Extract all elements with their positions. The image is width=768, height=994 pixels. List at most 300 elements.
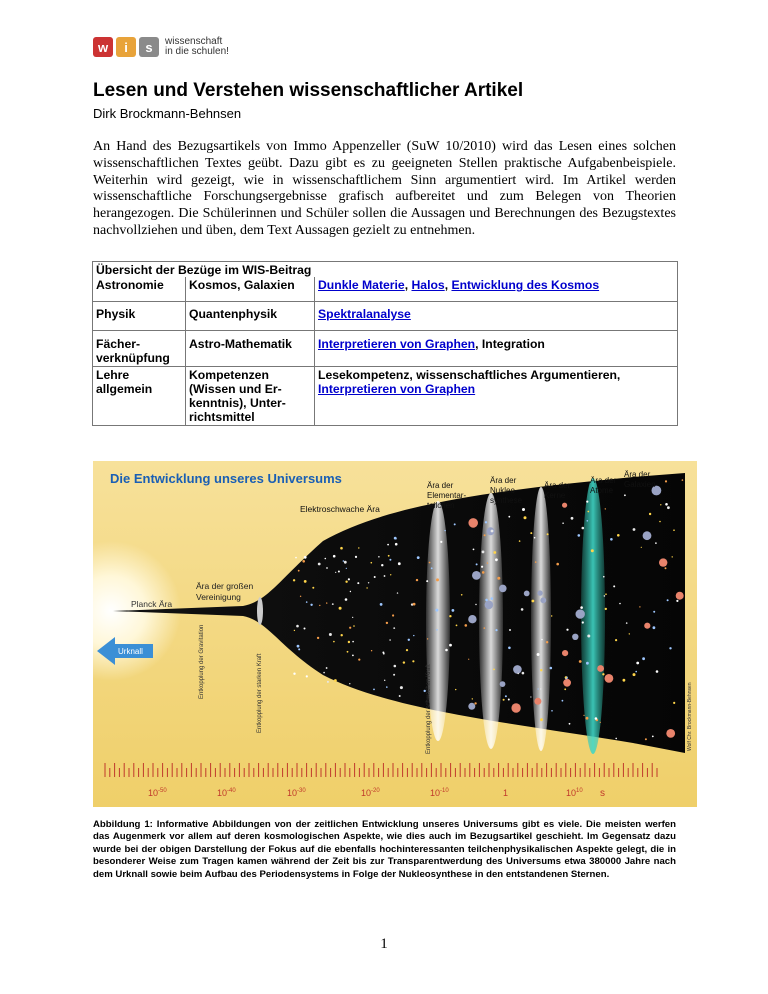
universe-figure: [93, 461, 697, 807]
axis-tick-label: $10^{-40}$: [217, 788, 236, 798]
particle: [449, 615, 451, 617]
axis-tick-label: $10^{-20}$: [361, 788, 380, 798]
particle: [604, 595, 606, 597]
particle: [633, 673, 636, 676]
era-disk-teal: [581, 478, 605, 754]
particle: [472, 698, 473, 699]
particle: [347, 651, 349, 653]
label-atome-1: Ära der: [590, 476, 617, 485]
particle: [535, 561, 537, 563]
particle: [318, 563, 321, 566]
particle: [293, 579, 295, 581]
particle: [580, 606, 583, 609]
particle: [380, 603, 383, 606]
particle: [667, 599, 669, 601]
particle: [352, 655, 354, 657]
link-graphen-2[interactable]: Interpretieren von Graphen: [318, 382, 476, 396]
particle: [508, 647, 511, 650]
particle: [641, 547, 642, 548]
overview-table: [92, 261, 678, 426]
particle: [642, 657, 645, 660]
particle: [468, 659, 469, 660]
particle: [656, 670, 659, 673]
particle: [456, 625, 458, 627]
figure-caption: Abbildung 1: Informative Abbildungen von der zeitlichen Entwicklung unseres Universums gibt es viele. Die meisten werfen das Augenmerk vor allem auf deren kosmologischen Aspekte, wie dies auch im Bezugsartikel geschieht. Im Gegensatz dazu wurde bei der obigen Darstellung der Fokus auf die ebenfalls hochinteressanten teilchenphysikalischen Aspekte gelegt, die in besonderer Weise zum Tragen kamen während der Zeit bis zur Transparentwerdung des Universums etwa 380000 Jahre nach dem Urknall sowie beim Aufbau des Periodensystems in Folge der Nukleosynthese in den entstandenen Sternen.: [93, 819, 676, 880]
urknall-label: Urknall: [118, 647, 143, 656]
label-nukleo-2: Nukleo-: [490, 486, 518, 495]
particle: [541, 639, 542, 640]
particle: [676, 592, 684, 600]
particle: [326, 667, 328, 669]
particle: [537, 653, 540, 656]
particle: [583, 715, 584, 716]
link-spektralanalyse[interactable]: Spektralanalyse: [318, 307, 411, 321]
particle: [624, 494, 626, 496]
particle: [682, 479, 684, 481]
particle: [565, 676, 567, 678]
particle: [474, 702, 476, 704]
particle: [395, 543, 398, 546]
particle: [530, 532, 532, 534]
particle: [633, 528, 636, 531]
particle: [431, 567, 433, 569]
particle: [319, 605, 320, 606]
particle: [417, 556, 420, 559]
logo-letter-i: i: [116, 37, 136, 57]
particle: [519, 540, 521, 542]
particle: [551, 710, 553, 712]
particle: [534, 537, 536, 539]
particle: [297, 645, 300, 648]
particle: [371, 650, 372, 651]
vlabel-2: Entkopplung der starken Kraft: [257, 653, 263, 733]
particle: [562, 700, 564, 702]
particle: [653, 611, 655, 613]
particle: [499, 585, 507, 593]
table-row: [93, 367, 678, 426]
particle: [332, 603, 334, 605]
particle: [629, 633, 630, 634]
particle: [660, 504, 661, 505]
particle: [522, 508, 525, 511]
particle: [300, 596, 301, 597]
era-disk: [257, 597, 263, 625]
particle: [521, 608, 524, 611]
particle: [522, 672, 525, 675]
particle: [485, 521, 487, 523]
particle: [329, 633, 332, 636]
particle: [472, 571, 481, 580]
particle: [394, 537, 397, 540]
particle: [669, 647, 671, 649]
particle: [397, 592, 398, 593]
particle: [484, 627, 486, 629]
vlabel-3: Entkopplung der schwachen Kraft: [426, 664, 432, 754]
particle: [665, 567, 667, 569]
particle: [398, 562, 401, 565]
logo-text: [165, 37, 229, 57]
particle: [461, 594, 463, 596]
particle: [349, 683, 350, 684]
particle: [346, 568, 347, 569]
particle: [334, 679, 337, 682]
particle: [602, 673, 604, 675]
axis-tick-label: $10^{-30}$: [287, 788, 306, 798]
particle: [639, 606, 640, 607]
label-gut-2: Vereinigung: [196, 592, 241, 602]
particle: [399, 695, 401, 697]
particle: [444, 530, 445, 531]
particle: [511, 703, 520, 712]
label-galaxien-1: Ära der: [624, 470, 651, 479]
particle: [562, 503, 567, 508]
particle: [412, 660, 414, 662]
row-area: Astronomie: [93, 277, 186, 302]
label-nukleo-1: Ära der: [490, 476, 517, 485]
label-elem-3: teilchen: [427, 501, 455, 510]
particle: [386, 686, 388, 688]
particle: [374, 576, 376, 578]
particle: [605, 608, 607, 610]
particle: [597, 665, 604, 672]
particle: [610, 538, 613, 541]
particle: [623, 679, 626, 682]
particle: [540, 718, 543, 721]
label-nukleo-3: synthese: [490, 496, 523, 505]
particle: [556, 563, 559, 566]
particle: [586, 717, 589, 720]
row-links: [315, 331, 678, 367]
particle: [348, 578, 350, 580]
particle: [615, 738, 617, 740]
link-graphen[interactable]: Interpretieren von Graphen: [318, 337, 476, 351]
label-galaxien-2: Galaxien: [624, 480, 656, 489]
particle: [400, 686, 403, 689]
particle: [626, 622, 628, 624]
label-kerne-2: Kerne: [544, 491, 566, 500]
particle: [386, 622, 388, 624]
particle: [643, 531, 652, 540]
credit: Wolf Chr. Brockmann-Behnsen: [687, 682, 693, 751]
particle: [619, 603, 621, 605]
particle: [335, 572, 336, 573]
page-title: Lesen und Verstehen wissenschaftlicher Artikel: [93, 80, 524, 101]
particle: [505, 695, 507, 697]
label-elem-2: Elementar-: [427, 491, 467, 500]
row-text: Lesekompetenz, wissenschaftliches Argumentieren,: [318, 368, 621, 382]
particle: [306, 675, 308, 677]
particle: [381, 564, 383, 566]
particle: [617, 534, 620, 537]
particle: [352, 641, 354, 643]
particle: [482, 551, 485, 554]
particle: [493, 669, 495, 671]
particle: [595, 717, 598, 720]
particle: [530, 696, 531, 697]
link-dunkle-materie[interactable]: Dunkle Materie: [318, 278, 405, 292]
particle: [325, 558, 327, 560]
label-kerne-1: Ära der: [544, 481, 571, 490]
particle: [454, 523, 456, 525]
particle: [416, 579, 418, 581]
particle: [429, 562, 431, 564]
table-row: [93, 277, 678, 302]
particle: [403, 661, 405, 663]
particle: [436, 578, 439, 581]
particle: [582, 527, 585, 530]
particle: [312, 587, 314, 589]
particle: [564, 688, 566, 690]
particle: [435, 609, 438, 612]
logo-letter-w: w: [93, 37, 113, 57]
particle: [673, 529, 675, 531]
particle: [373, 689, 375, 691]
particle: [310, 604, 312, 606]
particle: [524, 516, 527, 519]
particle: [476, 563, 478, 565]
particle: [615, 639, 617, 641]
particle: [635, 671, 637, 673]
particle: [353, 625, 355, 627]
particle: [578, 534, 581, 537]
particle: [546, 641, 548, 643]
particle: [508, 699, 510, 701]
particle: [655, 542, 657, 544]
wis-logo: [93, 37, 229, 57]
particle: [672, 556, 673, 557]
vlabel-1: Entkopplung der Gravitation: [199, 624, 205, 699]
particle: [352, 617, 353, 618]
particle: [468, 518, 478, 528]
particle: [484, 534, 486, 536]
particle: [440, 541, 442, 543]
particle: [481, 566, 483, 568]
particle: [538, 688, 539, 689]
particle: [495, 629, 497, 631]
logo-letter-s: s: [139, 37, 159, 57]
particle: [491, 530, 494, 533]
particle: [613, 585, 615, 587]
sep: ,: [444, 278, 452, 292]
particle: [341, 634, 343, 636]
particle: [540, 688, 541, 689]
table-row: [93, 302, 678, 331]
particle: [350, 591, 351, 592]
particle: [333, 641, 335, 643]
particle: [392, 614, 394, 616]
row-topic: Astro-Mathematik: [186, 331, 315, 367]
particle: [426, 580, 428, 582]
particle: [532, 600, 535, 603]
particle: [340, 547, 343, 550]
particle: [586, 501, 588, 503]
particle: [384, 575, 386, 577]
particle: [665, 503, 668, 506]
logo-line1: wissenschaft: [165, 36, 223, 47]
particle: [659, 558, 667, 566]
particle: [394, 665, 397, 668]
label-planck: Planck Ära: [131, 599, 173, 609]
particle: [586, 662, 589, 665]
link-entwicklung-kosmos[interactable]: Entwicklung des Kosmos: [451, 278, 600, 292]
label-ew: Elektroschwache Ära: [300, 504, 380, 514]
particle: [605, 674, 614, 683]
page-number: 1: [380, 936, 388, 952]
particle: [493, 551, 496, 554]
particle: [339, 607, 342, 610]
particle: [645, 738, 647, 740]
particle: [368, 582, 369, 583]
particle: [408, 639, 410, 641]
particle: [327, 681, 329, 683]
particle: [390, 574, 391, 575]
particle: [384, 680, 385, 681]
particle: [298, 570, 300, 572]
particle: [503, 699, 505, 701]
universe-diagram: [93, 461, 697, 807]
particle: [517, 673, 519, 675]
author: Dirk Brockmann-Behnsen: [93, 106, 242, 121]
particle: [358, 659, 360, 661]
particle: [500, 681, 506, 687]
particle: [571, 517, 574, 520]
particle: [482, 571, 485, 574]
particle: [406, 649, 408, 651]
particle: [524, 591, 530, 597]
particle: [513, 665, 522, 674]
sep: ,: [404, 278, 412, 292]
particle: [566, 629, 568, 631]
particle: [304, 580, 307, 583]
particle: [345, 581, 347, 583]
particle: [673, 702, 675, 704]
particle: [649, 513, 651, 515]
particle: [491, 597, 494, 600]
particle: [298, 648, 300, 650]
row-links: [315, 302, 678, 331]
particle: [591, 549, 594, 552]
particle: [659, 521, 661, 523]
particle: [665, 480, 667, 482]
particle: [345, 598, 348, 601]
particle: [449, 644, 452, 647]
figure-title: Die Entwicklung unseres Universums: [110, 471, 342, 486]
particle: [393, 627, 395, 629]
particle: [676, 600, 678, 602]
particle: [579, 660, 582, 663]
particle: [455, 689, 456, 690]
particle: [378, 556, 380, 558]
particle: [366, 587, 367, 588]
particle: [605, 508, 606, 509]
particle: [349, 627, 351, 629]
particle: [495, 558, 498, 561]
particle: [452, 609, 455, 612]
table-heading: Übersicht der Bezüge im WIS-Beitrag: [93, 262, 678, 278]
particle: [600, 722, 601, 723]
particle: [436, 629, 438, 631]
particle: [304, 556, 307, 559]
particle: [666, 729, 675, 738]
particle: [587, 511, 589, 513]
particle: [355, 556, 357, 558]
particle: [540, 669, 542, 671]
particle: [485, 601, 494, 610]
particle: [562, 650, 568, 656]
particle: [413, 603, 416, 606]
era-disk: [531, 487, 551, 751]
particle: [427, 638, 428, 639]
axis-tick-label: 1: [503, 788, 509, 798]
particle: [537, 590, 542, 595]
link-halos[interactable]: Halos: [411, 278, 445, 292]
axis-tick-label: $10^{-50}$: [148, 788, 167, 798]
particle: [393, 674, 395, 676]
particle: [587, 635, 590, 638]
particle: [296, 625, 299, 628]
row-area: Lehre allgemein: [93, 367, 186, 426]
particle: [357, 582, 359, 584]
particle: [306, 601, 308, 603]
particle: [653, 626, 656, 629]
particle: [652, 736, 654, 738]
particle: [572, 634, 578, 640]
particle: [582, 621, 584, 623]
particle: [389, 639, 391, 641]
particle: [487, 562, 488, 563]
particle: [576, 609, 585, 618]
label-atome-2: Atome: [590, 486, 614, 495]
axis-tick-label: $10^{-10}$: [430, 788, 449, 798]
particle: [387, 544, 389, 546]
particle: [371, 562, 373, 564]
particle: [465, 624, 468, 627]
particle: [326, 567, 328, 569]
particle: [468, 615, 476, 623]
particle: [667, 506, 670, 509]
row-links: [315, 277, 678, 302]
label-gut-1: Ära der großen: [196, 581, 254, 591]
row-area: Physik: [93, 302, 186, 331]
particle: [293, 673, 295, 675]
particle: [445, 649, 448, 652]
particle: [344, 561, 347, 564]
row-area: Fächerverknüpfung: [93, 331, 186, 367]
row-topic: Kosmos, Galaxien: [186, 277, 315, 302]
row-topic: Kompetenzen (Wissen und Erkenntnis), Unterrichtsmittel: [186, 367, 315, 426]
particle: [547, 533, 549, 535]
particle: [388, 555, 390, 557]
particle: [295, 557, 297, 559]
particle: [550, 667, 553, 670]
particle: [468, 703, 475, 710]
particle: [382, 652, 384, 654]
particle: [644, 623, 650, 629]
particle: [485, 599, 488, 602]
particle: [338, 571, 340, 573]
particle: [475, 604, 476, 605]
particle: [358, 547, 359, 548]
intro-text: An Hand des Bezugsartikels von Immo Appenzeller (SuW 10/2010) wird das Lesen eines solchen wissenschaftlichen Textes geübt. Dazu gibt es zu geeigneten Stellen praktische Aufgabenbeispiele. Weiterhin wird gezeigt, wie in wissenschaftlichem Sinn argumentiert wird. Im Artikel werden wissenschaftliche Forschungsergebnisse grafisch aufbereitet und zum Belegen von Theorien herangezogen. Die Schülerinnen und Schüler sollen die Aussagen und Berechnungen des Bezugstextes nachvollziehen und üben, dem Text Aussagen gezielt zu entnehmen.: [93, 139, 676, 238]
particle: [605, 593, 607, 595]
particle: [473, 549, 475, 551]
particle: [323, 672, 325, 674]
intro-paragraph: [93, 139, 676, 240]
row-topic: Quantenphysik: [186, 302, 315, 331]
particle: [389, 559, 391, 561]
particle: [534, 698, 541, 705]
particle: [509, 629, 511, 631]
